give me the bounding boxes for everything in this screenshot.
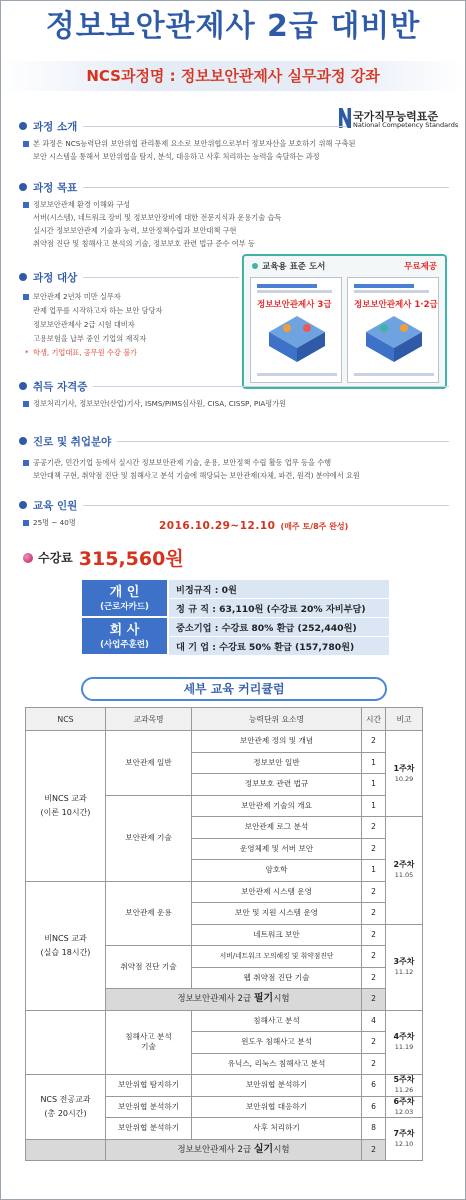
- hours-cell: 2: [362, 903, 386, 925]
- bullet-circle-icon: [23, 553, 33, 563]
- list-item: 취약점 진단 및 침해사고 분석의 기술, 정보보호 관련 법규 준수 여부 등: [33, 239, 255, 248]
- section-divider: [83, 126, 347, 127]
- fee-label: 수강료: [38, 551, 73, 565]
- hours-cell: 1: [362, 795, 386, 817]
- unit-cell: 서버/네트워크 모의해킹 및 취약점진단: [192, 946, 362, 968]
- schedule: [159, 514, 348, 533]
- list-item: 정보보안관제 환경 이해와 구성: [19, 198, 449, 211]
- hours-cell: 2: [362, 946, 386, 968]
- list-item: 정보보안관제사 2급 시험 대비자: [33, 320, 135, 329]
- week-cell: 3주차 11.12: [386, 924, 423, 1010]
- page-title: 정보보안관제사 2급 대비반: [45, 9, 421, 44]
- hours-cell: 1: [362, 752, 386, 774]
- column-header: 시간: [362, 708, 386, 731]
- book-cover-graphic-icon: [269, 316, 325, 362]
- section-divider: [83, 505, 449, 506]
- curriculum-table: [25, 707, 423, 1161]
- table-row: [26, 731, 423, 753]
- textbook-box: [242, 254, 447, 389]
- schedule-detail: (매주 토/8주 완성): [280, 522, 349, 531]
- ncs-cell: 비NCS 교과 (이론 10시간): [26, 731, 106, 882]
- section-title: 과정 목표: [33, 181, 78, 194]
- practical-exam-cell: 정보보안관제사 2급 실기시험: [106, 1139, 362, 1161]
- section-header: [19, 119, 449, 133]
- ncs-logo-korean: 국가직무능력표준: [353, 110, 439, 123]
- section-overview: [19, 119, 449, 163]
- hours-cell: 6: [362, 1096, 386, 1118]
- written-exam-cell: 정보보안관제사 2급 필기시험: [106, 989, 362, 1011]
- unit-cell: 유닉스, 리눅스 침해사고 분석: [192, 1053, 362, 1075]
- table-row: [26, 1075, 423, 1097]
- hours-cell: 2: [362, 817, 386, 839]
- subject-cell: 취약점 진단 기술: [106, 946, 192, 989]
- unit-cell: 정보보안 일반: [192, 752, 362, 774]
- book-cover-level3: [250, 277, 342, 383]
- section-target: [19, 270, 239, 360]
- hours-cell: 4: [362, 1010, 386, 1032]
- exam-row: [26, 1139, 423, 1161]
- section-certificates: [19, 379, 449, 410]
- list-item: 정보처리기사, 정보보안(산업)기사, ISMS/PIMS심사원, CISA, CISSP, PIA평가원: [19, 397, 449, 410]
- week-cell: 5주차 11.26: [386, 1075, 423, 1097]
- hours-cell: 2: [362, 989, 386, 1011]
- bullet-dot-icon: [19, 183, 27, 191]
- week-cell: 1주차 10.29: [386, 731, 423, 817]
- week-cell: 2주차 11.05: [386, 817, 423, 925]
- note-text: * 학생, 기업대표, 공무원 수강 불가: [19, 346, 239, 360]
- ncs-cell: NCS 전공교과 (총 20시간): [26, 1075, 106, 1140]
- hours-cell: 6: [362, 1075, 386, 1097]
- fee-row: 대 기 업 : 수강료 50% 환급 (157,780원): [168, 636, 390, 655]
- fee-individual-header: 개 인 (근로자카드): [81, 579, 168, 617]
- list-item: 보안대책 구현, 취약점 진단 및 침해사고 분석 기술에 해당되는 보안관제(자체, 파견, 원격) 분야에서 요원: [33, 471, 360, 480]
- week-cell: 6주차 12.03: [386, 1096, 423, 1118]
- unit-cell: 보안관제 기술의 개요: [192, 795, 362, 817]
- ncs-logo-english: National Competency Standards: [353, 121, 459, 129]
- hours-cell: 2: [362, 924, 386, 946]
- unit-cell: 침해사고 분석: [192, 1010, 362, 1032]
- column-header: 비고: [386, 708, 423, 731]
- unit-cell: 암호학: [192, 860, 362, 882]
- schedule-dates: 2016.10.29~12.10: [159, 520, 276, 532]
- section-divider: [93, 386, 449, 387]
- section-divider: [83, 187, 449, 188]
- hours-cell: 2: [362, 967, 386, 989]
- bullet-dot-icon: [19, 122, 27, 130]
- fee-support-table: [80, 578, 390, 656]
- subject-cell: 보안위협 탐지하기: [106, 1075, 192, 1097]
- bullet-dot-icon: [19, 382, 27, 390]
- book-title: 정보보안관제사 1·2급: [354, 300, 438, 310]
- unit-cell: 보안관제 정의 및 개념: [192, 731, 362, 753]
- fee-row: 비정규직 : 0원: [168, 579, 390, 598]
- section-goals: [19, 180, 449, 250]
- section-divider: [83, 277, 239, 278]
- ncs-cell: [26, 1139, 106, 1161]
- subject-cell: 보안위협 분석하기: [106, 1096, 192, 1118]
- subject-cell: 침해사고 분석 기술: [106, 1010, 192, 1075]
- subject-cell: 보안관제 운용: [106, 881, 192, 946]
- list-item: 25명 ~ 40명: [19, 516, 449, 529]
- section-title: 과정 대상: [33, 271, 78, 284]
- section-header: [19, 434, 449, 448]
- hours-cell: 2: [362, 1053, 386, 1075]
- column-header: NCS: [26, 708, 106, 731]
- unit-cell: 네트워크 보안: [192, 924, 362, 946]
- section-header: [19, 498, 449, 512]
- section-header: [19, 270, 239, 284]
- bullet-dot-icon: [252, 263, 258, 269]
- subject-cell: 보안위협 분석하기: [106, 1118, 192, 1140]
- unit-cell: 웹 취약점 진단 기술: [192, 967, 362, 989]
- bullet-dot-icon: [19, 273, 27, 281]
- table-row: [26, 1010, 423, 1032]
- section-title: 진로 및 취업분야: [33, 435, 112, 448]
- subject-cell: 보안관제 일반: [106, 731, 192, 796]
- section-title: 교육 인원: [33, 499, 78, 512]
- unit-cell: 보안위협 대응하기: [192, 1096, 362, 1118]
- book-cover-graphic-icon: [366, 316, 422, 362]
- section-career: [19, 434, 449, 482]
- hours-cell: 2: [362, 881, 386, 903]
- fee-company-header: 회 사 (사업주훈련): [81, 617, 168, 655]
- free-badge: 무료제공: [404, 262, 437, 272]
- book-cover-level12: [347, 277, 439, 383]
- list-item: 고용보험을 납부 중인 기업의 재직자: [33, 334, 147, 343]
- textbook-header: [252, 260, 325, 272]
- column-header: 교과목명: [106, 708, 192, 731]
- fee-row: 중소기업 : 수강료 80% 환급 (252,440원): [168, 617, 390, 636]
- ncs-cell: 비NCS 교과 (실습 18시간): [26, 881, 106, 1010]
- bullet-dot-icon: [19, 437, 27, 445]
- hours-cell: 2: [362, 731, 386, 753]
- tuition-fee: [23, 544, 184, 571]
- unit-cell: 보안위협 분석하기: [192, 1075, 362, 1097]
- section-header: [19, 379, 449, 393]
- unit-cell: 보안관제 시스템 운영: [192, 881, 362, 903]
- hours-cell: 1: [362, 860, 386, 882]
- week-cell: 4주차 11.19: [386, 1010, 423, 1075]
- list-item: 공공기관, 민간기업 등에서 실시간 정보보안관제 기술, 운용, 보안정책 수립 활동 업무 등을 수행: [19, 456, 449, 469]
- hours-cell: 1: [362, 774, 386, 796]
- list-item: 보안관제 2년차 미만 실무자: [19, 290, 239, 304]
- hours-cell: 2: [362, 1139, 386, 1161]
- course-subtitle: NCS과정명 : 정보보안관제사 실무과정 강좌: [86, 67, 380, 85]
- subject-cell: 보안관제 기술: [106, 795, 192, 881]
- section-title: 과정 소개: [33, 120, 78, 133]
- unit-cell: 보안 및 지원 시스템 운영: [192, 903, 362, 925]
- fee-value: 315,560원: [78, 548, 184, 570]
- table-header-row: [26, 708, 423, 731]
- ncs-cell: [26, 1010, 106, 1075]
- unit-cell: 정보보호 관련 법규: [192, 774, 362, 796]
- fee-row: 정 규 직 : 63,110원 (수강료 20% 자비부담): [168, 598, 390, 617]
- section-divider: [117, 441, 449, 442]
- hours-cell: 2: [362, 1032, 386, 1054]
- bullet-dot-icon: [19, 501, 27, 509]
- section-title: 취득 자격증: [33, 380, 88, 393]
- hours-cell: 2: [362, 838, 386, 860]
- table-row: [26, 881, 423, 903]
- list-item: 본 과정은 NCS능력단위 보안위협 관리통제 요소로 보안위협으로부터 정보자산을 보호하기 위해 구축된: [19, 137, 449, 150]
- curriculum-title: 세부 교육 커리큘럼: [81, 677, 387, 701]
- list-item: 관제 업무를 시작하고자 하는 보안 담당자: [33, 306, 163, 315]
- unit-cell: 윈도우 침해사고 분석: [192, 1032, 362, 1054]
- unit-cell: 운영체제 및 서버 보안: [192, 838, 362, 860]
- textbook-title: 교육용 표준 도서: [262, 262, 326, 272]
- list-item: 보안 시스템을 통해서 보안위협을 탐지, 분석, 대응하고 사후 처리하는 능력을 숙달하는 과정: [33, 152, 320, 161]
- column-header: 능력단위 요소명: [192, 708, 362, 731]
- week-cell: 7주차 12.10: [386, 1118, 423, 1161]
- list-item: 서버(시스템), 네트워크 장비 및 정보보안장비에 대한 전문지식과 운용기술 습득: [33, 213, 282, 222]
- subtitle-bar: [1, 61, 465, 91]
- hours-cell: 8: [362, 1118, 386, 1140]
- unit-cell: 사후 처리하기: [192, 1118, 362, 1140]
- list-item: 실시간 정보보안관제 기술과 능력, 보안정책수립과 보안대책 구현: [33, 226, 237, 235]
- book-title: 정보보안관제사 3급: [257, 300, 332, 310]
- section-header: [19, 180, 449, 194]
- unit-cell: 보안관제 로그 분석: [192, 817, 362, 839]
